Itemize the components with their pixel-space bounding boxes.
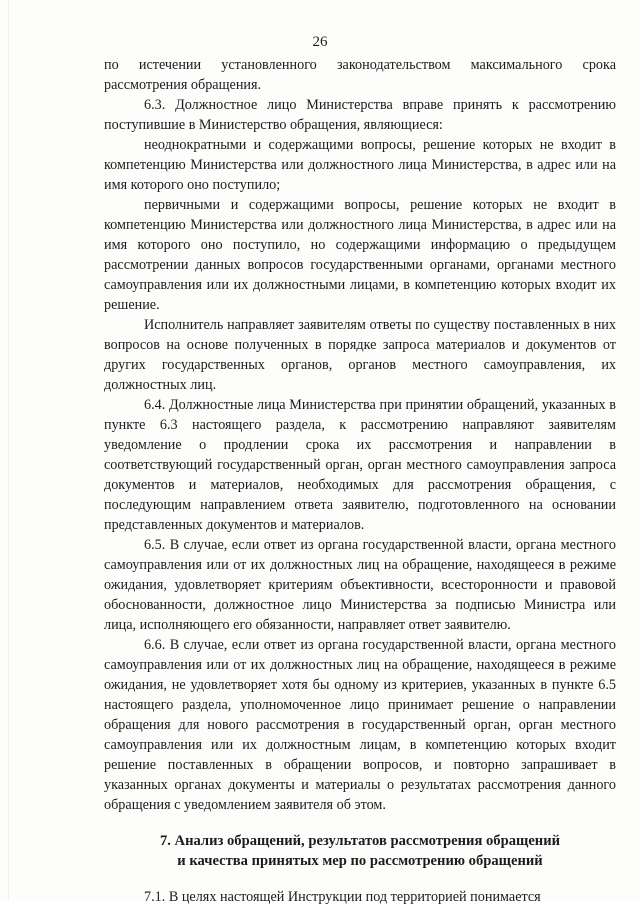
paragraph-6-3: 6.3. Должностное лицо Министерства вправе принять к рассмотрению поступившие в Министерство обращения, являющиеся:: [104, 97, 616, 133]
paragraph-continuation: по истечении установленного законодательством максимального срока рассмотрения обращения.: [104, 57, 616, 93]
section-heading-line-1: 7. Анализ обращений, результатов рассмотрения обращений: [159, 833, 561, 849]
paragraph-6-5: 6.5. В случае, если ответ из органа государственной власти, органа местного самоуправления или от их должностных лиц на обращение, находящееся в режиме ожидания, удовлетворяет критериям объективности, всесторонности и правовой обоснованности, должностное лицо Министерства за подписью Министра или лица, исполняющего его обязанности, направляет ответ заявителю.: [104, 537, 616, 633]
section-heading: [104, 831, 616, 871]
paragraph-6-4: 6.4. Должностные лица Министерства при принятии обращений, указанных в пункте 6.3 настоящего раздела, к рассмотрению направляют заявителям уведомление о продлении срока их рассмотрения и направлении в соответствующий государственный орган, орган местного самоуправления запроса документов и материалов, необходимых для рассмотрения обращения, с последующим направлением ответа заявителю, подготовленного на основании представленных документов и материалов.: [104, 397, 616, 533]
paragraph-repeated-appeals: неоднократными и содержащими вопросы, решение которых не входит в компетенцию Министерства или должностного лица Министерства, в адрес или на имя которого оно поступило;: [104, 137, 616, 193]
section-heading-line-2: и качества принятых мер по рассмотрению обращений: [177, 853, 543, 869]
paragraph-primary-appeals: первичными и содержащими вопросы, решение которых не входит в компетенцию Министерства или должностного лица Министерства, в адрес или на имя которого оно поступило, но содержащими информацию о предыдущем рассмотрении данных вопросов государственными органами, органами местного самоуправления или их должностными лицами, в компетенцию которых входит их решение.: [104, 197, 616, 313]
paragraph-7-1: 7.1. В целях настоящей Инструкции под территорией понимается: [144, 889, 541, 905]
document-body: [104, 55, 616, 907]
paragraph-executor: Исполнитель направляет заявителям ответы по существу поставленных в них вопросов на основе полученных в порядке запроса материалов и документов от других государственных органов, органов местного самоуправления, их должностных лиц.: [104, 317, 616, 393]
paragraph-6-6: 6.6. В случае, если ответ из органа государственной власти, органа местного самоуправления или от их должностных лиц на обращение, находящееся в режиме ожидания, не удовлетворяет хотя бы одному из критериев, указанных в пункте 6.5 настоящего раздела, уполномоченное лицо принимает решение о направлении обращения для нового рассмотрения в государственный орган, орган местного самоуправления или их должностным лицам, в компетенцию которых входит решение поставленных в обращении вопросов, и повторно запрашивает в указанных органах документы и материалы о результатах рассмотрения данного обращения с уведомлением заявителя об этом.: [104, 637, 616, 813]
page-edge-shadow: [8, 0, 9, 901]
page-number: 26: [312, 34, 328, 50]
